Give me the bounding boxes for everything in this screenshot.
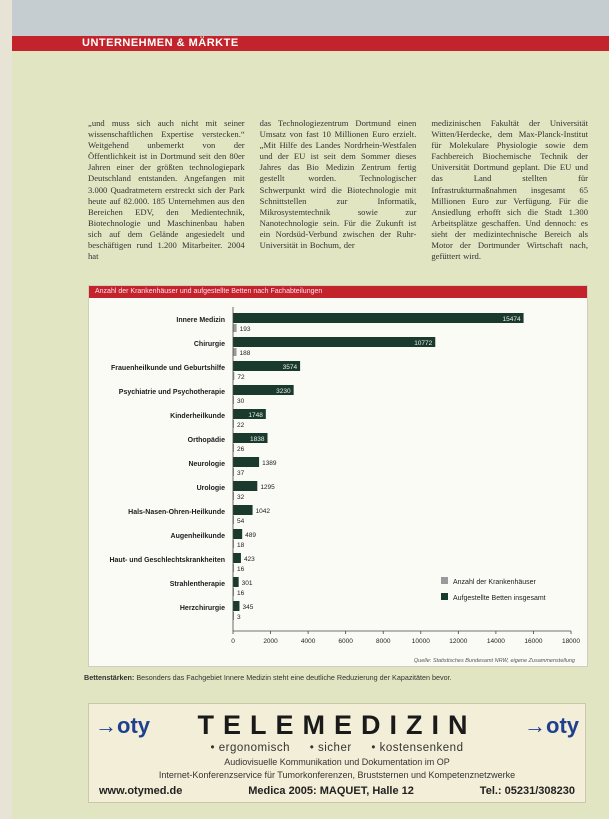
legend-swatch [441,577,448,584]
x-tick-label: 18000 [561,638,581,645]
bar-betten [233,529,242,539]
bar-betten [233,457,259,467]
data-label-krankenhaeuser: 26 [237,446,245,453]
chart-svg [89,286,587,666]
data-label-krankenhaeuser: 16 [237,566,245,573]
bar-betten [233,505,253,515]
ad-phone: Tel.: 05231/308230 [479,785,575,797]
category-label: Innere Medizin [176,317,225,324]
x-tick-label: 10000 [411,638,430,645]
data-label-betten: 301 [241,580,253,587]
data-label-krankenhaeuser: 32 [237,494,245,501]
oty-logo-left-text: →oty [95,713,150,738]
data-label-betten: 10772 [414,340,433,347]
legend-label: Anzahl der Krankenhäuser [453,579,536,586]
x-tick-label: 0 [231,638,235,645]
data-label-krankenhaeuser: 16 [237,590,245,597]
data-label-betten: 1295 [260,484,275,491]
data-label-krankenhaeuser: 188 [239,350,251,357]
oty-logo-right-text: →oty [524,713,579,738]
category-label: Urologie [196,485,225,492]
article-column-2: das Technologiezentrum Dortmund einen Umsatz von fast 10 Millionen Euro erzielt. „Mit Hilfe des Landes Nordrhein-Westfalen und der EU ist seit dem Sommer dieses Jahres das Bio Medizin Zentrum fertig gestellt worden. Technologischer Schwerpunkt wird die Biotechnologie mit Schnittstellen zur Informatik, Mikrosystemtechnik sowie zur Nanotechnologie sein. Für die Zukunft ist ein Nordsüd-Verbund zwischen der Ruhr-Universität in Bochum, der [259,118,417,251]
category-label: Herzchirurgie [179,605,225,612]
data-label-betten: 3230 [276,388,291,395]
article-column-1: „und muss sich auch nicht mit seiner wissenschaftlichen Expertise verstecken.“ Weitgehend unbemerkt von der Öffentlichkeit ist in Dortmund seit den 80er Jahren einer der größten technologiepark Deutschland entstanden. Angefangen mit 3.000 Quadratmetern erstreckt sich der Park heute auf 82.000. 185 Unternehmen aus den Bereichen EDV, den Medientechnik, Biotechnologie und Maschinenbau haben sich auf dem Gelände angesiedelt und beschäftigen rund 1.200 Mitarbeiter. 2004 hat [88,118,245,262]
category-label: Psychiatrie und Psychotherapie [118,389,225,396]
slogan-item: • kostensenkend [371,742,464,754]
ad-event: Medica 2005: MAQUET, Halle 12 [248,785,414,797]
data-label-betten: 489 [245,532,257,539]
ad-slogan [89,742,585,754]
bar-chart [88,285,588,667]
data-label-betten: 345 [242,604,254,611]
x-tick-label: 8000 [375,638,391,645]
bar-betten [233,601,239,611]
x-tick-label: 6000 [338,638,353,645]
category-label: Kinderheilkunde [170,413,225,420]
caption-label: Bettenstärken: [84,673,135,682]
category-label: Orthopädie [187,437,225,444]
data-label-krankenhaeuser: 18 [237,542,245,549]
data-label-betten: 15474 [502,316,521,323]
category-label: Hals-Nasen-Ohren-Heilkunde [128,509,225,516]
article-column-3: medizinischen Fakultät der Universität Witten/Herdecke, dem Max-Planck-Institut für Molekulare Physiologie sowie dem Fachbereich Biochemische Technik der Universität Dortmund geplant. Die EU und das Land stellten für Infrastrukturmaßnahmen insgesamt 65 Millionen Euro zur Verfügung. Für die Ansiedlung erhofft sich die Stadt 1.300 Arbeitsplätze geschaffen. Und dennoch: es sieht der medizintechnische Bereich als Motor der Dortmunder Wirtschaft nach, gefüttert wird. [431,118,589,262]
bar-betten [233,577,239,587]
ad-line-1: Audiovisuelle Kommunikation und Dokumentation im OP [224,757,450,767]
category-label: Augenheilkunde [170,533,225,540]
advertisement[interactable] [88,703,586,803]
data-label-krankenhaeuser: 54 [237,518,245,525]
data-label-betten: 1748 [248,412,263,419]
data-label-betten: 1042 [255,508,271,515]
data-label-krankenhaeuser: 3 [237,614,241,621]
data-label-krankenhaeuser: 37 [237,470,245,477]
chart-caption [84,673,594,682]
data-label-krankenhaeuser: 72 [237,374,245,381]
chart-title: Anzahl der Krankenhäuser und aufgestellte Betten nach Fachabteilungen [89,286,587,298]
data-label-krankenhaeuser: 193 [239,326,251,333]
x-tick-label: 14000 [486,638,505,645]
data-label-betten: 423 [243,556,255,563]
x-tick-label: 2000 [263,638,278,645]
slogan-item: • ergonomisch [210,742,291,754]
data-label-betten: 1389 [262,460,277,467]
category-label: Haut- und Geschlechtskrankheiten [109,557,225,564]
bar-betten [233,337,435,347]
data-label-krankenhaeuser: 30 [237,398,245,405]
slogan-item: • sicher [309,742,352,754]
legend-swatch [441,593,448,600]
legend-label: Aufgestellte Betten insgesamt [453,595,546,602]
data-label-betten: 1838 [250,436,265,443]
ad-contact-row [99,785,575,797]
caption-text: Besonders das Fachgebiet Innere Medizin steht eine deutliche Reduzierung der Kapazitäten bevor. [136,673,452,682]
ad-title: TELEMEDIZIN [197,710,477,740]
section-header [12,36,609,51]
bar-krankenhaeuser [233,324,237,332]
x-tick-label: 16000 [524,638,543,645]
data-label-betten: 3574 [282,364,298,371]
bar-betten [233,481,257,491]
data-label-krankenhaeuser: 22 [237,422,245,429]
category-label: Chirurgie [193,341,225,348]
category-label: Frauenheilkunde und Geburtshilfe [111,365,225,372]
x-tick-label: 4000 [300,638,316,645]
bar-betten [233,553,241,563]
ad-url-link[interactable]: www.otymed.de [99,785,183,797]
page-top-margin [12,0,609,36]
category-label: Neurologie [188,461,225,468]
bar-betten [233,313,524,323]
ad-line-2: Internet-Konferenzservice für Tumorkonferenzen, Bruststernen und Kompetenznetzwerke [158,770,516,780]
x-tick-label: 12000 [449,638,468,645]
section-label: UNTERNEHMEN & MÄRKTE [82,37,239,49]
chart-source: Quelle: Statistisches Bundesamt NRW, eigene Zusammenstellung [413,658,575,664]
bar-krankenhaeuser [233,348,237,356]
category-label: Strahlentherapie [169,581,225,588]
article-columns [88,118,588,268]
